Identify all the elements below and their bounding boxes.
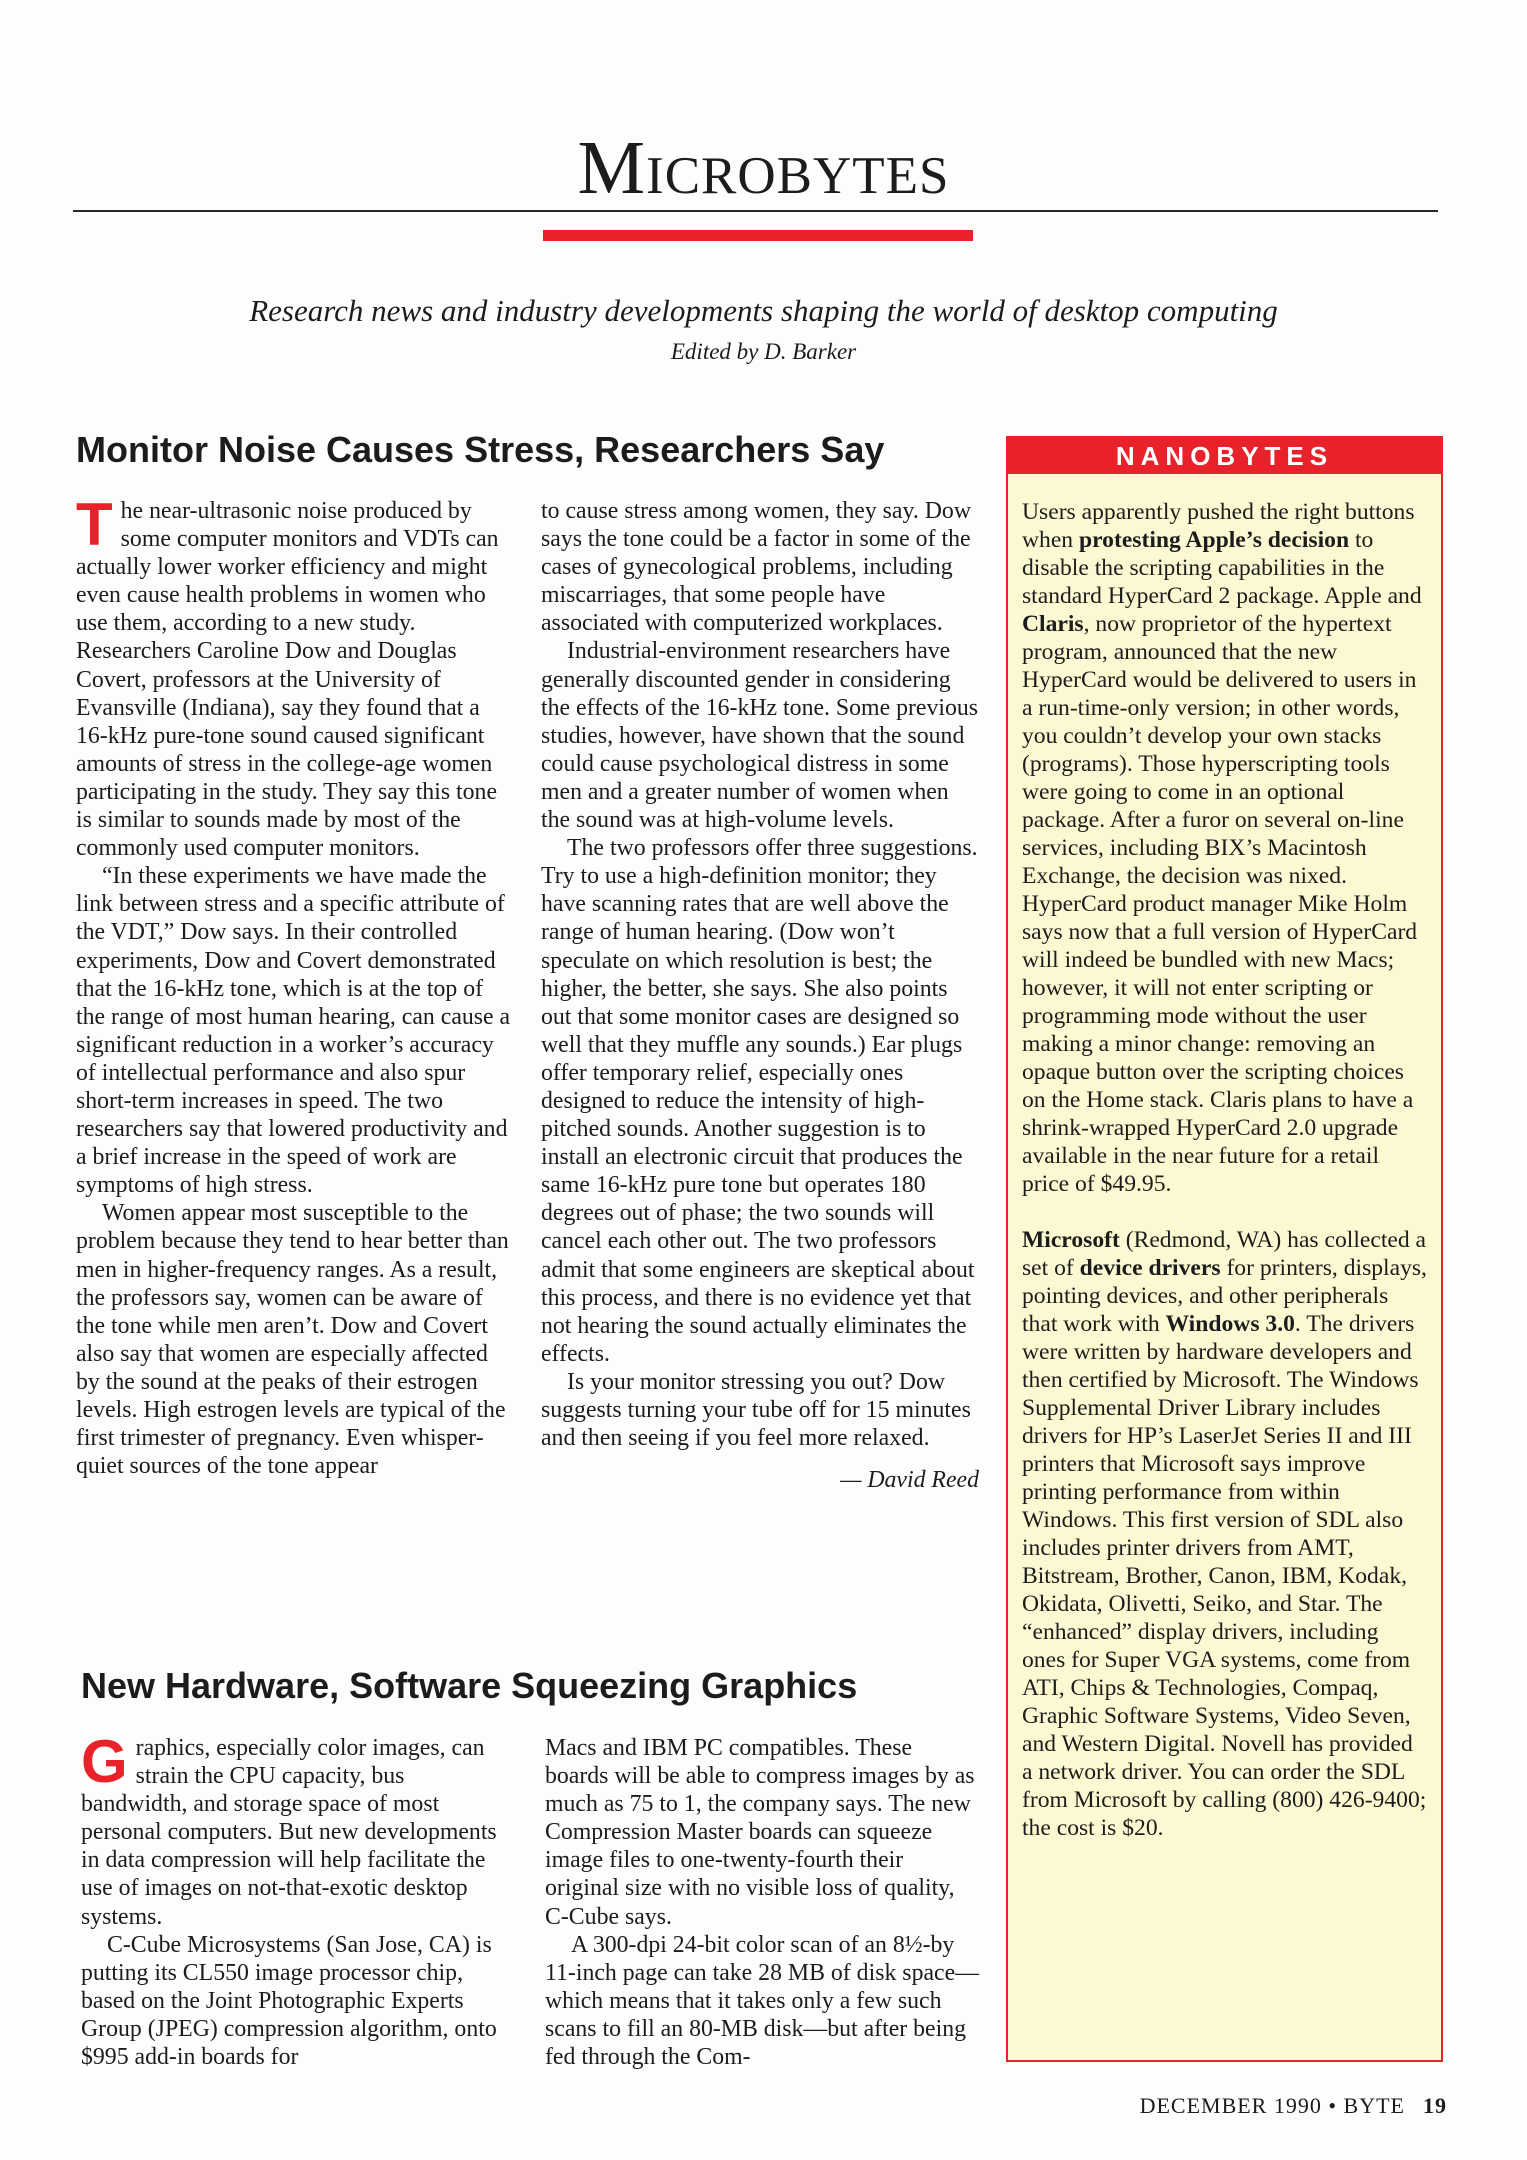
- article-monitor-noise-column-1: [76, 491, 512, 1480]
- title-rule: [73, 210, 1438, 212]
- article-paragraph: “In these experiments we have made the link between stress and a specific attribute of the VDT,” Dow says. In their controlled experiments, Dow and Covert demonstrated that the 16-kHz tone, which is at the top of the range of most human hearing, can cause a significant reduction in a worker’s accuracy of intellectual performance and also spur short-term increases in speed. The two researchers say that lowered productivity and a brief increase in the speed of work are symptoms of high stress.: [76, 863, 511, 1199]
- title-accent-bar: [543, 230, 973, 241]
- article-paragraph: to cause stress among women, they say. Dow says the tone could be a factor in some of the cases of gynecological problems, including miscarriages, that some people have associated with computerized workplaces.: [541, 498, 972, 637]
- page-title: Microbytes: [577, 126, 950, 210]
- article-graphics-column-2: [545, 1734, 981, 2071]
- nanobytes-sidebar: [1006, 436, 1443, 2062]
- article-paragraph: C-Cube Microsystems (San Jose, CA) is putting its CL550 image processor chip, based on the Joint Photographic Experts Group (JPEG) compression algorithm, onto $995 add-in boards for: [81, 1931, 497, 2071]
- section-tagline: Research news and industry developments shaping the world of desktop computing: [249, 293, 1278, 328]
- article-paragraph: Women appear most susceptible to the problem because they tend to hear better than men in higher-frequency ranges. As a result, the professors say, women can be aware of the tone while men aren’t. Dow and Covert also say that women are especially affected by the sound at the peaks of their estrogen levels. High estrogen levels are typical of the first trimester of pregnancy. Even whisper-quiet sources of the tone appear: [76, 1200, 509, 1480]
- page-footer: [1140, 2093, 1447, 2119]
- article-paragraph: Macs and IBM PC compatibles. These boards will be able to compress images by as much as 75 to 1, the company says. The new Compression Master boards can squeeze image files to one-twenty-fourth their original size with no visible loss of quality, C-Cube says.: [545, 1735, 975, 1930]
- page-number: 19: [1423, 2093, 1447, 2118]
- article-graphics-column-1: [81, 1728, 515, 2071]
- sidebar-body: [1008, 474, 1441, 1842]
- article-paragraph: Graphics, especially color images, can strain the CPU capacity, bus bandwidth, and storage space of most personal computers. But new developments in data compression will help facilitate the use of images on not-that-exotic desktop systems.: [81, 1728, 497, 1930]
- article-paragraph: Industrial-environment researchers have generally discounted gender in considering the effects of the 16-kHz tone. Some previous studies, however, have shown that the sound could cause psychological distress in some men and a greater number of women when the sound was at high-volume levels.: [541, 638, 979, 834]
- drop-cap: T: [76, 491, 113, 558]
- drop-cap: G: [81, 1728, 128, 1795]
- sidebar-header: NANOBYTES: [1008, 438, 1441, 474]
- issue-date: DECEMBER 1990 • BYTE: [1139, 2093, 1405, 2118]
- editor-credit: Edited by D. Barker: [670, 339, 857, 364]
- article-headline-graphics: New Hardware, Software Squeezing Graphics: [81, 1665, 858, 1706]
- article-paragraph: A 300-dpi 24-bit color scan of an 8½-by 11-inch page can take 28 MB of disk space—which means that it takes only a few such scans to fill an 80-MB disk—but after being fed through the Com-: [545, 1931, 979, 2071]
- sidebar-item: Users apparently pushed the right buttons when protesting Apple’s decision to disable the scripting capabilities in the standard HyperCard 2 package. Apple and Claris, now proprietor of the hypertext program, announced that the new HyperCard would be delivered to users in a run-time-only version; in other words, you couldn’t develop your own stacks (programs). Those hyperscripting tools were going to come in an optional package. After a furor on several on-line services, including BIX’s Macintosh Exchange, the decision was nixed. HyperCard product manager Mike Holm says now that a full version of HyperCard will indeed be bundled with new Macs; however, it will not enter scripting or programming mode without the user making a minor change: removing an opaque button over the scripting choices on the Home stack. Claris plans to have a shrink-wrapped HyperCard 2.0 upgrade available in the near future for a retail price of $49.95.: [1022, 499, 1422, 1197]
- article-headline-monitor-noise: Monitor Noise Causes Stress, Researchers Say: [76, 429, 885, 470]
- author-signature: — David Reed: [840, 1467, 979, 1494]
- article-monitor-noise-column-2: [541, 497, 979, 1494]
- article-paragraph: The near-ultrasonic noise produced by some computer monitors and VDTs can actually lower worker efficiency and might even cause health problems in women who use them, according to a new study. Researchers Caroline Dow and Douglas Covert, professors at the University of Evansville (Indiana), say they found that a 16-kHz pure-tone sound caused significant amounts of stress in the college-age women participating in the study. They say this tone is similar to sounds made by most of the commonly used computer monitors.: [76, 491, 499, 862]
- article-paragraph: The two professors offer three suggestions. Try to use a high-definition monitor; they have scanning rates that are well above the range of human hearing. (Dow won’t speculate on which resolution is best; the higher, the better, she says. She also points out that some monitor cases are designed so well that they muffle any sounds.) Ear plugs offer temporary relief, especially ones designed to reduce the intensity of high-pitched sounds. Another suggestion is to install an electronic circuit that produces the same 16-kHz pure tone but operates 180 degrees out of phase; the two sounds will cancel each other out. The two professors admit that some engineers are skeptical about this process, and there is no evidence yet that not hearing the sound actually eliminates the effects.: [541, 835, 978, 1367]
- sidebar-item: Microsoft (Redmond, WA) has collected a set of device drivers for printers, displays, pointing devices, and other peripherals that work with Windows 3.0. The drivers were written by hardware developers and then certified by Microsoft. The Windows Supplemental Driver Library includes drivers for HP’s LaserJet Series II and III printers that Microsoft says improve printing performance from within Windows. This first version of SDL also includes printer drivers from AMT, Bitstream, Brother, Canon, IBM, Kodak, Okidata, Olivetti, Seiko, and Star. The “enhanced” display drivers, including ones for Super VGA systems, come from ATI, Chips & Technologies, Compaq, Graphic Software Systems, Video Seven, and Western Digital. Novell has provided a network driver. You can order the SDL from Microsoft by calling (800) 426-9400; the cost is $20.: [1022, 1227, 1427, 1841]
- article-paragraph: Is your monitor stressing you out? Dow suggests turning your tube off for 15 minutes and then seeing if you feel more relaxed.: [541, 1368, 971, 1452]
